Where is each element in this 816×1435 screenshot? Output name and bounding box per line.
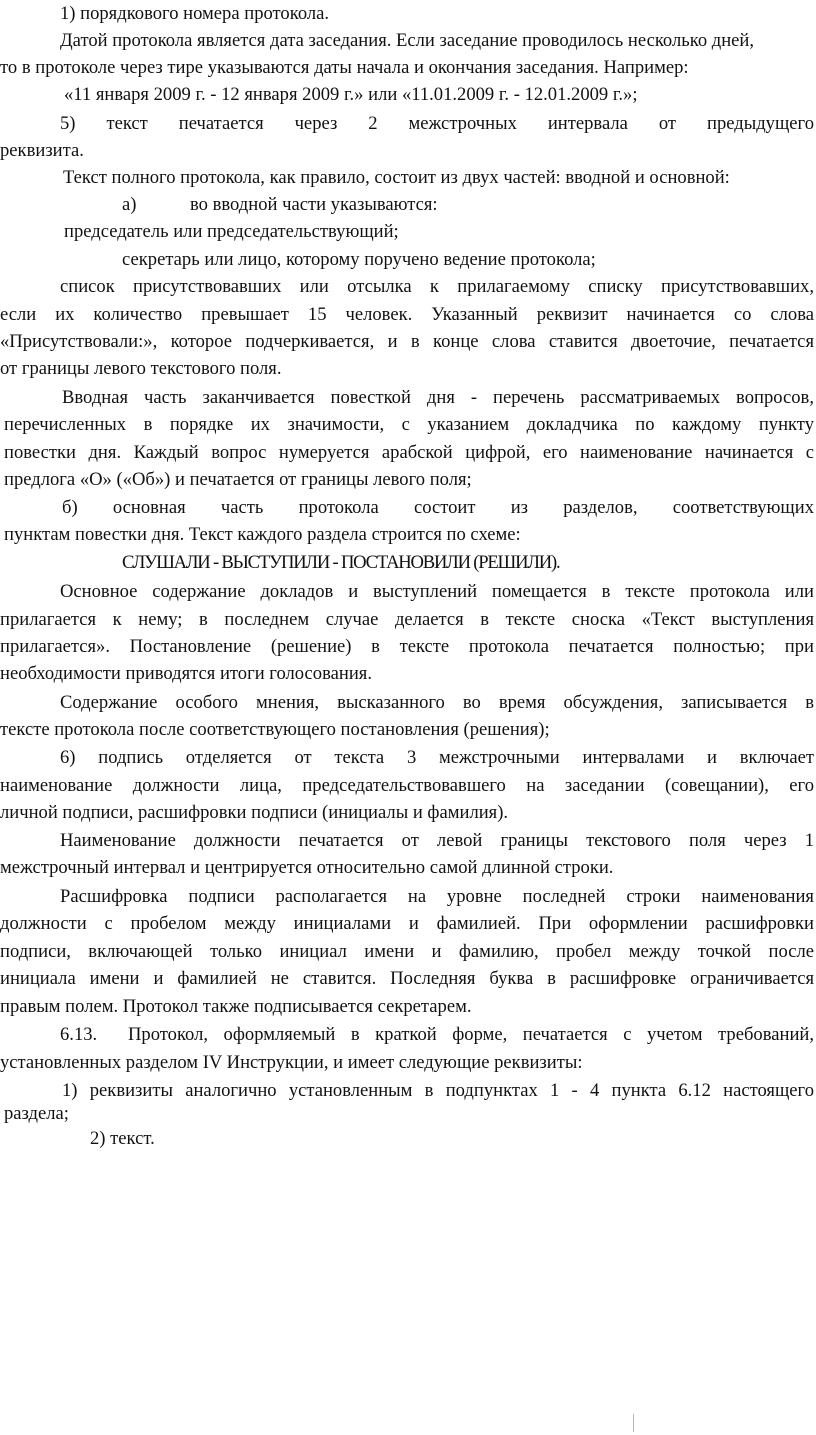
- text-line: «11 января 2009 г. - 12 января 2009 г.» или «11.01.2009 г. - 12.01.2009 г.»;: [64, 84, 638, 105]
- text-line: личной подписи, расшифровки подписи (инициалы и фамилия).: [0, 802, 509, 823]
- text-line: тексте протокола после соответствующего постановления (решения);: [0, 719, 550, 740]
- text-line: Протокол, оформляемый в краткой форме, печатается с учетом требований,: [128, 1024, 814, 1045]
- text-line: раздела;: [4, 1103, 69, 1124]
- text-line: повестки дня. Каждый вопрос нумеруется арабской цифрой, его наименование начинается с: [4, 442, 814, 463]
- text-line: правым полем. Протокол также подписывается секретарем.: [0, 996, 472, 1017]
- text-line: предлога «О» («Об») и печатается от границы левого поля;: [4, 469, 472, 490]
- text-line: секретарь или лицо, которому поручено ведение протокола;: [122, 249, 596, 270]
- text-line: от границы левого текстового поля.: [0, 358, 282, 379]
- text-line: реквизита.: [0, 140, 84, 161]
- section-number: 6.13.: [60, 1024, 98, 1045]
- text-line: Наименование должности печатается от левой границы текстового поля через 1: [60, 830, 814, 851]
- text-line: должности с пробелом между инициалами и фамилией. При оформлении расшифровки: [0, 913, 814, 934]
- text-line: если их количество превышает 15 человек. Указанный реквизит начинается со слова: [0, 304, 814, 325]
- text-line: Текст полного протокола, как правило, состоит из двух частей: вводной и основной:: [63, 167, 730, 188]
- text-line: межстрочный интервал и центрируется относительно самой длинной строки.: [0, 857, 614, 878]
- text-line: Расшифровка подписи располагается на уровне последней строки наименования: [60, 886, 814, 907]
- text-line: необходимости приводятся итоги голосования.: [0, 663, 372, 684]
- text-line: Датой протокола является дата заседания. Если заседание проводилось несколько дней,: [60, 30, 755, 51]
- text-line: Основное содержание докладов и выступлений помещается в тексте протокола или: [60, 581, 814, 602]
- text-line: Содержание особого мнения, высказанного во время обсуждения, записывается в: [60, 692, 814, 713]
- text-line: б) основная часть протокола состоит из разделов, соответствующих: [62, 497, 814, 518]
- text-line: перечисленных в порядке их значимости, с указанием докладчика по каждому пункту: [4, 414, 814, 435]
- text-line: 2) текст.: [90, 1128, 155, 1149]
- text-line: Вводная часть заканчивается повесткой дня - перечень рассматриваемых вопросов,: [62, 387, 814, 408]
- text-line: председатель или председательствующий;: [64, 221, 399, 242]
- text-line: список присутствовавших или отсылка к прилагаемому списку присутствовавших,: [60, 276, 814, 297]
- text-line: то в протоколе через тире указываются даты начала и окончания заседания. Например:: [0, 57, 689, 78]
- text-line: подписи, включающей только инициал имени и фамилию, пробел между точкой после: [0, 941, 814, 962]
- text-line: 5) текст печатается через 2 межстрочных интервала от предыдущего: [60, 113, 814, 134]
- text-cursor: [633, 1414, 634, 1432]
- scheme-heading: СЛУШАЛИ - ВЫСТУПИЛИ - ПОСТАНОВИЛИ (РЕШИЛИ).: [122, 552, 560, 573]
- text-line: установленных разделом IV Инструкции, и имеет следующие реквизиты:: [0, 1052, 583, 1073]
- text-line: пунктам повестки дня. Текст каждого раздела строится по схеме:: [4, 524, 521, 545]
- text-line: наименование должности лица, председательствовавшего на заседании (совещании), его: [0, 775, 814, 796]
- text-line: во вводной части указываются:: [190, 194, 438, 215]
- text-line: «Присутствовали:», которое подчеркивается, и в конце слова ставится двоеточие, печатается: [0, 331, 814, 352]
- text-line: прилагается к нему; в последнем случае делается в тексте сноска «Текст выступления: [0, 609, 814, 630]
- text-line: прилагается». Постановление (решение) в тексте протокола печатается полностью; при: [0, 636, 814, 657]
- text-line: 1) порядкового номера протокола.: [60, 3, 330, 24]
- text-line: 6) подпись отделяется от текста 3 межстрочными интервалами и включает: [60, 747, 814, 768]
- text-line: инициала имени и фамилией не ставится. Последняя буква в расшифровке ограничивается: [0, 968, 814, 989]
- text-line: 1) реквизиты аналогично установленным в подпунктах 1 - 4 пункта 6.12 настоящего: [62, 1080, 814, 1101]
- list-marker: а): [122, 194, 137, 215]
